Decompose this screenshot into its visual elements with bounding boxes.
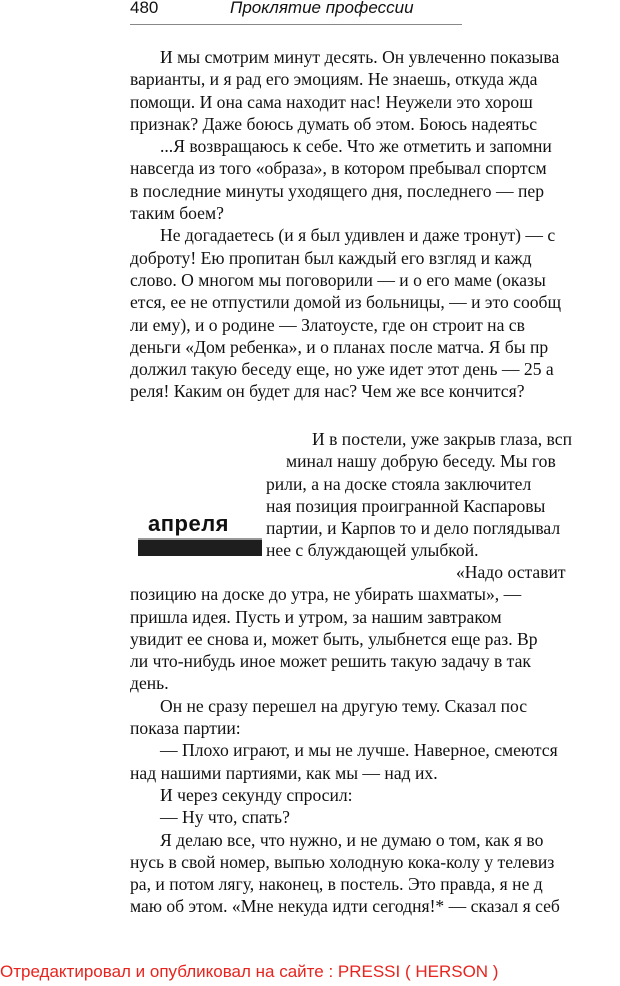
page-header <box>130 0 462 25</box>
text-line: ли что-нибудь иное может решить такую задачу в так <box>130 651 531 672</box>
text-line: пришла идея. Пусть и утром, за нашим завтраком <box>130 606 502 627</box>
text-line: ется, ее не отпустили домой из больницы, — и это сообщ <box>130 292 562 313</box>
text-line: позицию на доске до утра, не убирать шахматы», — <box>130 584 522 605</box>
text-line: партии, и Карпов то и дело поглядывал <box>266 518 561 539</box>
date-logo-image <box>136 511 266 557</box>
text-line: помощи. И она сама находит нас! Неужели это хорош <box>130 91 533 112</box>
running-title: Проклятие профессии <box>230 0 414 17</box>
text-line: ра, и потом лягу, наконец, в постель. Это правда, я не д <box>130 874 543 895</box>
site-footer-credit: Отредактировал и опубликовал на сайте : PRESSI ( HERSON ) <box>0 962 499 981</box>
logo-bar <box>138 540 262 556</box>
text-block-bottom <box>130 561 620 918</box>
text-line: маю об этом. «Мне некуда идти сегодня!* — сказал я себ <box>130 896 560 917</box>
text-line: признак? Даже боюсь думать об этом. Боюсь надеятьс <box>130 113 538 134</box>
text-line: в последние минуты уходящего дня, последнего — пер <box>130 180 545 201</box>
text-line: ...Я возвращаюсь к себе. Что же отметить и запомни <box>160 136 552 157</box>
text-line: Я делаю все, что нужно, и не думаю о том, как я во <box>160 829 544 850</box>
text-line: рили, а на доске стояла заключител <box>266 473 532 494</box>
text-line: деньги «Дом ребенка», и о планах после матча. Я бы пр <box>130 336 549 357</box>
text-line: ли ему), и о родине — Златоусте, где он строит на св <box>130 314 525 335</box>
text-line: нее с блуждающей улыбкой. <box>266 540 479 561</box>
text-line: — Плохо играют, и мы не лучше. Наверное, смеются <box>160 740 558 761</box>
text-line: Не догадаетесь (и я был удивлен и даже тронут) — с <box>160 225 556 246</box>
text-line: ная позиция проигранной Каспаровы <box>266 495 546 516</box>
text-line: показа партии: <box>130 718 241 739</box>
text-line: «Надо оставит <box>456 562 566 582</box>
page-number: 480 <box>130 0 159 17</box>
text-line: увидит ее снова и, может быть, улыбнется еще раз. Вр <box>130 628 538 649</box>
text-line: реля! Каким он будет для нас? Чем же все кончится? <box>130 381 525 402</box>
text-line: доброту! Ею пропитан был каждый его взгляд и кажд <box>130 247 532 268</box>
text-block-wrapped <box>266 428 620 562</box>
text-line: таким боем? <box>130 203 224 224</box>
text-line: Он не сразу перешел на другую тему. Сказал пос <box>160 695 528 716</box>
text-line: должил такую беседу еще, но уже идет этот день — 25 а <box>130 359 554 380</box>
text-line: над нашими партиями, как мы — над их. <box>130 762 438 783</box>
text-line: минал нашу добрую беседу. Мы гов <box>286 451 556 472</box>
text-line: навсегда из того «образа», в котором пребывал спортсм <box>130 158 547 179</box>
text-line: нусь в свой номер, выпью холодную кока-колу у телевиз <box>130 851 555 872</box>
text-line: слово. О многом мы поговорили — и о его маме (оказы <box>130 269 546 290</box>
text-line: день. <box>130 673 169 694</box>
text-block-top <box>130 46 620 403</box>
date-logo-text: апреля <box>148 511 230 536</box>
text-line: И через секунду спросил: <box>160 784 353 805</box>
text-line: варианты, и я рад его эмоциям. Не знаешь, откуда жда <box>130 69 538 90</box>
text-line: — Ну что, спать? <box>160 807 290 828</box>
text-line: И мы смотрим минут десять. Он увлеченно показыва <box>160 47 560 67</box>
text-line: И в постели, уже закрыв глаза, всп <box>312 429 572 449</box>
